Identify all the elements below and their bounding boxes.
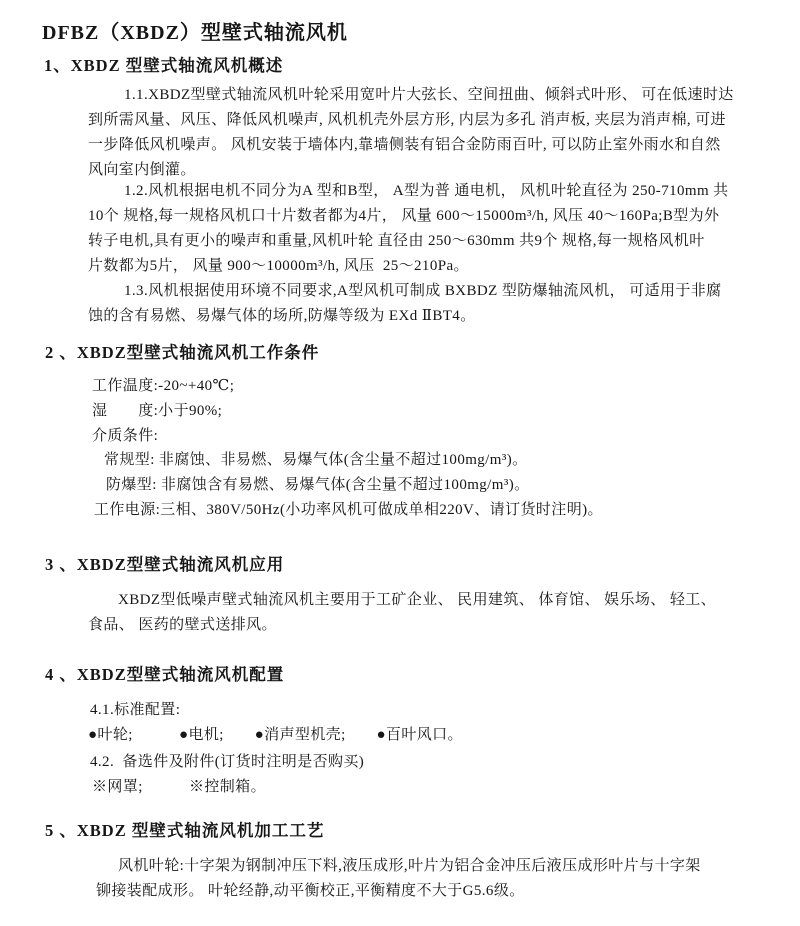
document-title: DFBZ（XBDZ）型壁式轴流风机 — [42, 22, 348, 44]
section-4-heading: 4 、XBDZ型壁式轴流风机配置 — [45, 665, 285, 684]
text-line: 4.2. 备选件及附件(订货时注明是否购买) — [90, 754, 365, 770]
text-line: 介质条件: — [92, 428, 159, 444]
text-line: 蚀的含有易燃、易爆气体的场所,防爆等级为 EXd ⅡBT4。 — [88, 308, 476, 324]
text-line bullet-line: ※网罩; ※控制箱。 — [92, 779, 266, 795]
text-line: 工作电源:三相、380V/50Hz(小功率风机可做成单相220V、请订货时注明)。 — [94, 502, 603, 518]
text-line: 防爆型: 非腐蚀含有易燃、易爆气体(含尘量不超过100mg/m³)。 — [106, 477, 530, 493]
text-line: 常规型: 非腐蚀、非易燃、易爆气体(含尘量不超过100mg/m³)。 — [104, 452, 528, 468]
text-line: XBDZ型低噪声壁式轴流风机主要用于工矿企业、 民用建筑、 体育馆、 娱乐场、 轻工、 — [118, 592, 717, 608]
text-line: 工作温度:-20~+40℃; — [92, 378, 235, 394]
text-line: 1.1.XBDZ型壁式轴流风机叶轮采用宽叶片大弦长、空间扭曲、倾斜式叶形、 可在低速时达 — [124, 87, 734, 103]
text-line: 10个 规格,每一规格风机口十片数者都为4片， 风量 600～15000m³/h, 风压 40～160Pa;B型为外 — [88, 208, 720, 224]
text-line bullet-line: ●叶轮; ●电机; ●消声型机壳; ●百叶风口。 — [88, 727, 463, 743]
text-line: 湿 度:小于90%; — [92, 403, 223, 419]
text-line: 铆接装配成形。 叶轮经静,动平衡校正,平衡精度不大于G5.6级。 — [96, 883, 525, 899]
text-line: 风向室内倒灌。 — [88, 162, 196, 178]
section-5-heading: 5 、XBDZ 型壁式轴流风机加工工艺 — [45, 821, 325, 840]
text-line: 转子电机,具有更小的噪声和重量,风机叶轮 直径由 250～630mm 共9个 规格,每一规格风机叶 — [88, 233, 705, 249]
text-line: 食品、 医药的壁式送排风。 — [88, 617, 277, 633]
text-line: 1.2.风机根据电机不同分为A 型和B型， A型为普 通电机， 风机叶轮直径为 250-710mm 共 — [124, 183, 729, 199]
section-1-heading: 1、XBDZ 型壁式轴流风机概述 — [44, 56, 284, 75]
section-3-heading: 3 、XBDZ型壁式轴流风机应用 — [45, 555, 285, 574]
section-2-heading: 2 、XBDZ型壁式轴流风机工作条件 — [45, 343, 320, 362]
text-line: 片数都为5片， 风量 900～10000m³/h, 风压 25～210Pa。 — [88, 258, 469, 274]
text-line: 4.1.标准配置: — [90, 702, 181, 718]
text-line: 一步降低风机噪声。 风机安装于墙体内,靠墙侧装有铝合金防雨百叶, 可以防止室外雨水和自然 — [88, 137, 721, 153]
text-line: 到所需风量、风压、降低风机噪声, 风机机壳外层方形, 内层为多孔 消声板, 夹层为消声棉, 可进 — [88, 112, 726, 128]
text-line: 1.3.风机根据使用环境不同要求,A型风机可制成 BXBDZ 型防爆轴流风机， 可适用于非腐 — [124, 283, 722, 299]
text-line: 风机叶轮:十字架为钢制冲压下料,液压成形,叶片为铝合金冲压后液压成形叶片与十字架 — [118, 858, 701, 874]
